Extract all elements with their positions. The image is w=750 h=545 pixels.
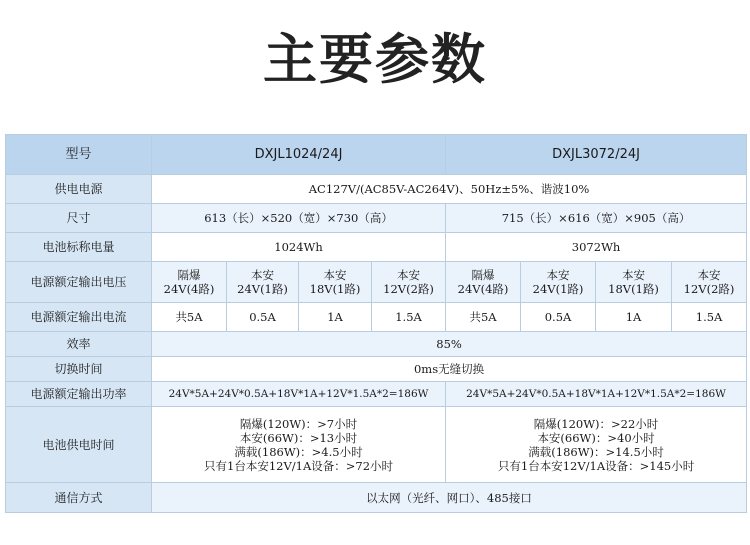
model-b-header: DXJL3072/24J — [446, 135, 747, 175]
model-a-header: DXJL1024/24J — [152, 135, 446, 175]
switch-time-row — [6, 357, 747, 382]
current-cell: 0.5A — [521, 303, 596, 332]
size-value-a: 613（长）×520（宽）×730（高） — [152, 204, 446, 233]
output-power-label: 电源额定输出功率 — [6, 382, 152, 407]
voltage-cell: 隔爆 24V(4路) — [446, 262, 521, 303]
communication-label: 通信方式 — [6, 483, 152, 513]
current-cell: 0.5A — [227, 303, 299, 332]
size-value-b: 715（长）×616（宽）×905（高） — [446, 204, 747, 233]
header-label: 型号 — [6, 135, 152, 175]
voltage-cell: 本安 12V(2路) — [672, 262, 747, 303]
table-header-row — [6, 135, 747, 175]
battery-time-label: 电池供电时间 — [6, 407, 152, 483]
battery-capacity-a: 1024Wh — [152, 233, 446, 262]
size-label: 尺寸 — [6, 204, 152, 233]
voltage-cell: 隔爆 24V(4路) — [152, 262, 227, 303]
current-cell: 1.5A — [672, 303, 747, 332]
efficiency-row — [6, 332, 747, 357]
voltage-row — [6, 262, 747, 303]
spec-table — [5, 134, 747, 513]
voltage-cell: 本安 18V(1路) — [299, 262, 372, 303]
current-cell: 1A — [596, 303, 672, 332]
voltage-cell: 本安 18V(1路) — [596, 262, 672, 303]
output-power-a: 24V*5A+24V*0.5A+18V*1A+12V*1.5A*2=186W — [152, 382, 446, 407]
voltage-cell: 本安 24V(1路) — [227, 262, 299, 303]
communication-row — [6, 483, 747, 513]
efficiency-label: 效率 — [6, 332, 152, 357]
size-row — [6, 204, 747, 233]
power-supply-value: AC127V/(AC85V-AC264V)、50Hz±5%、谐波10% — [152, 175, 747, 204]
communication-value: 以太网（光纤、网口）、485接口 — [152, 483, 747, 513]
switch-time-label: 切换时间 — [6, 357, 152, 382]
current-cell: 共5A — [446, 303, 521, 332]
power-supply-label: 供电电源 — [6, 175, 152, 204]
voltage-cell: 本安 12V(2路) — [372, 262, 446, 303]
current-cell: 1A — [299, 303, 372, 332]
battery-capacity-row — [6, 233, 747, 262]
battery-time-b: 隔爆(120W)：>22小时 本安(66W)：>40小时 满载(186W)：>14.5小时 只有1台本安12V/1A设备：>145小时 — [446, 407, 747, 483]
voltage-label: 电源额定输出电压 — [6, 262, 152, 303]
efficiency-value: 85% — [152, 332, 747, 357]
page-title: 主要参数 — [263, 28, 487, 91]
battery-time-a: 隔爆(120W)：>7小时 本安(66W)：>13小时 满载(186W)：>4.5小时 只有1台本安12V/1A设备：>72小时 — [152, 407, 446, 483]
battery-time-row — [6, 407, 747, 483]
current-row — [6, 303, 747, 332]
current-cell: 1.5A — [372, 303, 446, 332]
voltage-cell: 本安 24V(1路) — [521, 262, 596, 303]
current-label: 电源额定输出电流 — [6, 303, 152, 332]
output-power-b: 24V*5A+24V*0.5A+18V*1A+12V*1.5A*2=186W — [446, 382, 747, 407]
battery-capacity-b: 3072Wh — [446, 233, 747, 262]
output-power-row — [6, 382, 747, 407]
power-supply-row — [6, 175, 747, 204]
battery-capacity-label: 电池标称电量 — [6, 233, 152, 262]
current-cell: 共5A — [152, 303, 227, 332]
switch-time-value: 0ms无缝切换 — [152, 357, 747, 382]
